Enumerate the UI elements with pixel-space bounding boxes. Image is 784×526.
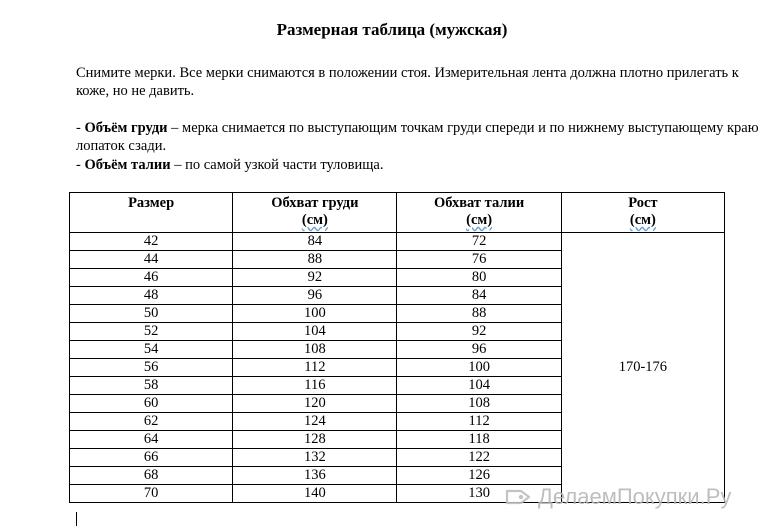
header-waist-unit: (см): [466, 212, 493, 228]
waist-note: [76, 156, 766, 174]
cell-size: 68: [70, 467, 233, 485]
cell-chest: 96: [233, 287, 397, 305]
watermark-text: ДелаемПокупки.Ру: [538, 484, 732, 509]
cell-chest: 120: [233, 395, 397, 413]
table-row: [70, 233, 725, 251]
cell-size: 66: [70, 449, 233, 467]
cell-size: 70: [70, 485, 233, 503]
cell-size: 46: [70, 269, 233, 287]
header-height-unit: (см): [629, 212, 656, 228]
header-waist: Обхват талии (см): [397, 193, 561, 233]
cell-waist: 126: [397, 467, 561, 485]
cell-chest: 84: [233, 233, 397, 251]
cell-size: 42: [70, 233, 233, 251]
cell-waist: 122: [397, 449, 561, 467]
cell-chest: 124: [233, 413, 397, 431]
cell-size: 62: [70, 413, 233, 431]
waist-note-term: Объём талии: [84, 157, 171, 173]
cell-waist: 88: [397, 305, 561, 323]
header-height: Рост (см): [561, 193, 724, 233]
cell-height-range: 170-176: [561, 233, 724, 503]
intro-paragraph: Снимите мерки. Все мерки снимаются в положении стоя. Измерительная лента должна плотно прилегать к коже, но не давить.: [76, 65, 739, 99]
chest-note: [76, 119, 766, 155]
cell-waist: 96: [397, 341, 561, 359]
cell-waist: 84: [397, 287, 561, 305]
cell-waist: 112: [397, 413, 561, 431]
cell-chest: 116: [233, 377, 397, 395]
cell-size: 58: [70, 377, 233, 395]
cell-size: 52: [70, 323, 233, 341]
cell-waist: 108: [397, 395, 561, 413]
cell-chest: 108: [233, 341, 397, 359]
cell-chest: 100: [233, 305, 397, 323]
cell-chest: 140: [233, 485, 397, 503]
text-cursor: [76, 512, 77, 526]
cell-size: 44: [70, 251, 233, 269]
cell-waist: 130: [397, 485, 561, 503]
cell-chest: 132: [233, 449, 397, 467]
waist-note-prefix: -: [76, 157, 85, 173]
cell-chest: 128: [233, 431, 397, 449]
cell-size: 64: [70, 431, 233, 449]
cell-waist: 118: [397, 431, 561, 449]
cell-size: 60: [70, 395, 233, 413]
watermark: [504, 484, 731, 510]
document-title: Размерная таблица (мужская): [276, 20, 508, 39]
cell-chest: 92: [233, 269, 397, 287]
chest-note-text: – мерка снимается по выступающим точкам груди спереди и по нижнему выступающему краю лопаток сзади.: [76, 120, 759, 154]
header-chest: Обхват груди (см): [233, 193, 397, 233]
cell-chest: 112: [233, 359, 397, 377]
header-chest-unit: (см): [301, 212, 328, 228]
cell-waist: 76: [397, 251, 561, 269]
table-body: [70, 233, 725, 503]
cell-size: 56: [70, 359, 233, 377]
cell-chest: 88: [233, 251, 397, 269]
cell-waist: 100: [397, 359, 561, 377]
cell-size: 50: [70, 305, 233, 323]
price-tag-icon: [504, 486, 532, 508]
cell-waist: 92: [397, 323, 561, 341]
cell-chest: 136: [233, 467, 397, 485]
chest-note-prefix: -: [76, 120, 85, 136]
cell-size: 48: [70, 287, 233, 305]
cell-chest: 104: [233, 323, 397, 341]
cell-waist: 80: [397, 269, 561, 287]
cell-waist: 104: [397, 377, 561, 395]
header-size: Размер: [70, 193, 233, 233]
cell-size: 54: [70, 341, 233, 359]
chest-note-term: Объём груди: [84, 120, 168, 136]
size-table: [69, 192, 725, 503]
waist-note-text: – по самой узкой части туловища.: [170, 157, 384, 173]
cell-waist: 72: [397, 233, 561, 251]
table-header-row: [70, 193, 725, 233]
